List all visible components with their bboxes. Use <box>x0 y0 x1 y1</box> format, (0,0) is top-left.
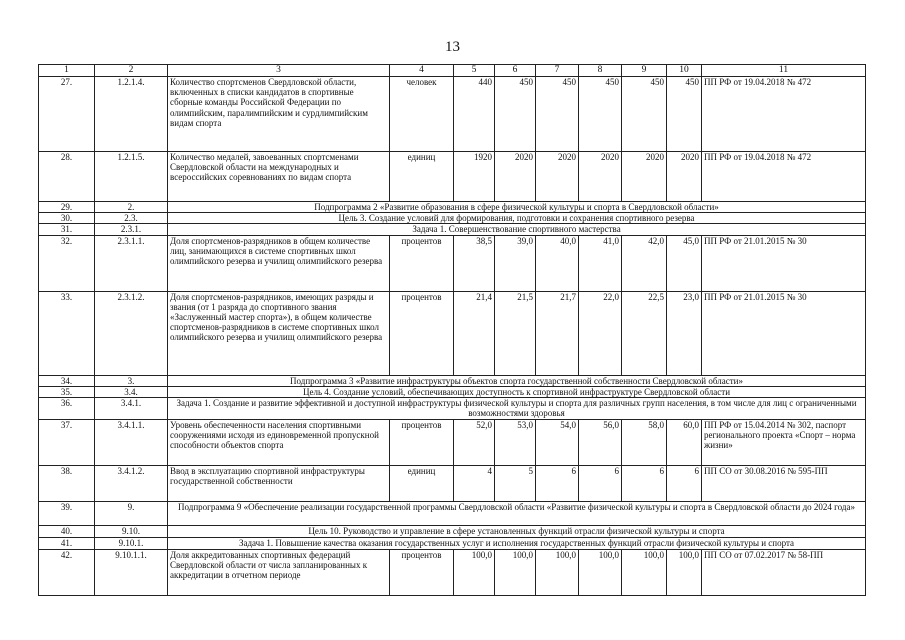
value-cell: 21,4 <box>454 291 495 375</box>
value-cell: 58,0 <box>622 420 667 466</box>
section-row <box>39 224 866 235</box>
value-cell: 60,0 <box>667 420 702 466</box>
row-number-cell: 37. <box>39 420 95 466</box>
indicator-name-cell: Количество спортсменов Свердловской области, включенных в списки кандидатов в спортивные сборные команды Российской Федерации по олимпийским, паралимпийским и сурдлимпийским видам спорта <box>168 77 390 152</box>
value-cell: 56,0 <box>579 420 622 466</box>
row-number-cell: 35. <box>39 386 95 397</box>
table-row <box>39 152 866 202</box>
section-title-cell: Подпрограмма 2 «Развитие образования в сфере физической культуры и спорта в Свердловской области» <box>168 202 866 213</box>
value-cell: 450 <box>536 77 579 152</box>
indicator-name-cell: Доля спортсменов-разрядников в общем количестве лиц, занимающихся в системе спортивных школ олимпийского резерва и училищ олимпийского резерва <box>168 235 390 291</box>
value-cell: 2020 <box>579 152 622 202</box>
section-row <box>39 386 866 397</box>
table-row <box>39 550 866 596</box>
value-cell: 22,5 <box>622 291 667 375</box>
header-cell: 2 <box>95 65 168 77</box>
value-cell: 450 <box>622 77 667 152</box>
value-cell: 6 <box>667 466 702 502</box>
unit-cell: единиц <box>390 466 454 502</box>
section-row <box>39 538 866 550</box>
row-code-cell: 9.10. <box>95 526 168 538</box>
row-number-cell: 30. <box>39 213 95 224</box>
row-number-cell: 40. <box>39 526 95 538</box>
source-cell: ПП СО от 07.02.2017 № 58-ПП <box>702 550 866 596</box>
value-cell: 100,0 <box>454 550 495 596</box>
row-code-cell: 2.3. <box>95 213 168 224</box>
value-cell: 23,0 <box>667 291 702 375</box>
section-row <box>39 526 866 538</box>
section-title-cell: Цель 3. Создание условий для формирования, подготовки и сохранения спортивного резерва <box>168 213 866 224</box>
header-cell: 10 <box>667 65 702 77</box>
row-code-cell: 2.3.1. <box>95 224 168 235</box>
indicator-name-cell: Доля аккредитованных спортивных федераций Свердловской области от числа запланированных к аккредитации в отчетном периоде <box>168 550 390 596</box>
value-cell: 440 <box>454 77 495 152</box>
section-row <box>39 202 866 213</box>
table-row <box>39 466 866 502</box>
section-title-cell: Задача 1. Совершенствование спортивного мастерства <box>168 224 866 235</box>
section-row <box>39 502 866 526</box>
section-row <box>39 398 866 420</box>
row-number-cell: 34. <box>39 375 95 386</box>
row-code-cell: 2.3.1.2. <box>95 291 168 375</box>
unit-cell: процентов <box>390 550 454 596</box>
section-title-cell: Цель 10. Руководство и управление в сфере установленных функций отрасли физической культуры и спорта <box>168 526 866 538</box>
unit-cell: процентов <box>390 235 454 291</box>
value-cell: 4 <box>454 466 495 502</box>
section-title-cell: Задача 1. Повышение качества оказания государственных услуг и исполнения государственных функций отрасли физической культуры и спорта <box>168 538 866 550</box>
section-row <box>39 375 866 386</box>
row-code-cell: 3. <box>95 375 168 386</box>
row-code-cell: 1.2.1.5. <box>95 152 168 202</box>
row-number-cell: 33. <box>39 291 95 375</box>
indicator-name-cell: Ввод в эксплуатацию спортивной инфраструктуры государственной собственности <box>168 466 390 502</box>
value-cell: 6 <box>579 466 622 502</box>
unit-cell: процентов <box>390 420 454 466</box>
row-number-cell: 32. <box>39 235 95 291</box>
value-cell: 53,0 <box>495 420 536 466</box>
row-number-cell: 31. <box>39 224 95 235</box>
header-cell: 7 <box>536 65 579 77</box>
section-title-cell: Задача 1. Создание и развитие эффективной и доступной инфраструктуры физической культуры и спорта для различных групп населения, в том числе для лиц с ограниченными возможностями здоровья <box>168 398 866 420</box>
row-number-cell: 29. <box>39 202 95 213</box>
header-cell: 3 <box>168 65 390 77</box>
value-cell: 6 <box>622 466 667 502</box>
row-number-cell: 41. <box>39 538 95 550</box>
row-code-cell: 9.10.1. <box>95 538 168 550</box>
row-number-cell: 36. <box>39 398 95 420</box>
indicator-name-cell: Количество медалей, завоеванных спортсменами Свердловской области на международных и всероссийских соревнованиях по видам спорта <box>168 152 390 202</box>
value-cell: 100,0 <box>622 550 667 596</box>
table-header-row <box>39 65 866 77</box>
section-row <box>39 213 866 224</box>
header-cell: 1 <box>39 65 95 77</box>
indicators-table <box>38 64 866 596</box>
header-cell: 6 <box>495 65 536 77</box>
row-number-cell: 42. <box>39 550 95 596</box>
section-title-cell: Подпрограмма 3 «Развитие инфраструктуры объектов спорта государственной собственности Свердловской области» <box>168 375 866 386</box>
value-cell: 40,0 <box>536 235 579 291</box>
indicator-name-cell: Уровень обеспеченности населения спортивными сооружениями исходя из единовременной пропускной способности объектов спорта <box>168 420 390 466</box>
source-cell: ПП РФ от 21.01.2015 № 30 <box>702 235 866 291</box>
value-cell: 5 <box>495 466 536 502</box>
value-cell: 450 <box>579 77 622 152</box>
header-cell: 11 <box>702 65 866 77</box>
value-cell: 42,0 <box>622 235 667 291</box>
value-cell: 100,0 <box>536 550 579 596</box>
value-cell: 2020 <box>622 152 667 202</box>
page-number: 13 <box>445 39 460 55</box>
header-cell: 8 <box>579 65 622 77</box>
row-code-cell: 1.2.1.4. <box>95 77 168 152</box>
value-cell: 39,0 <box>495 235 536 291</box>
value-cell: 100,0 <box>579 550 622 596</box>
value-cell: 100,0 <box>667 550 702 596</box>
row-number-cell: 38. <box>39 466 95 502</box>
source-cell: ПП СО от 30.08.2016 № 595-ПП <box>702 466 866 502</box>
indicator-name-cell: Доля спортсменов-разрядников, имеющих разряды и звания (от 1 разряда до спортивного звания «Заслуженный мастер спорта»), в общем количестве спортсменов-разрядников в системе спортивных школ олимпийского резерва и училищ олимпийского резерва <box>168 291 390 375</box>
table-row <box>39 235 866 291</box>
row-code-cell: 3.4.1.1. <box>95 420 168 466</box>
table-row <box>39 291 866 375</box>
value-cell: 450 <box>495 77 536 152</box>
row-code-cell: 9. <box>95 502 168 526</box>
value-cell: 2020 <box>536 152 579 202</box>
value-cell: 100,0 <box>495 550 536 596</box>
header-cell: 5 <box>454 65 495 77</box>
unit-cell: процентов <box>390 291 454 375</box>
table-row <box>39 420 866 466</box>
section-title-cell: Цель 4. Создание условий, обеспечивающих доступность к спортивной инфраструктуре Свердловской области <box>168 386 866 397</box>
row-code-cell: 3.4.1.2. <box>95 466 168 502</box>
value-cell: 41,0 <box>579 235 622 291</box>
row-code-cell: 2.3.1.1. <box>95 235 168 291</box>
row-code-cell: 9.10.1.1. <box>95 550 168 596</box>
row-number-cell: 39. <box>39 502 95 526</box>
value-cell: 21,5 <box>495 291 536 375</box>
value-cell: 6 <box>536 466 579 502</box>
value-cell: 22,0 <box>579 291 622 375</box>
source-cell: ПП РФ от 21.01.2015 № 30 <box>702 291 866 375</box>
value-cell: 2020 <box>495 152 536 202</box>
value-cell: 2020 <box>667 152 702 202</box>
row-number-cell: 27. <box>39 77 95 152</box>
header-cell: 4 <box>390 65 454 77</box>
row-code-cell: 3.4. <box>95 386 168 397</box>
value-cell: 450 <box>667 77 702 152</box>
source-cell: ПП РФ от 19.04.2018 № 472 <box>702 152 866 202</box>
value-cell: 45,0 <box>667 235 702 291</box>
value-cell: 21,7 <box>536 291 579 375</box>
row-code-cell: 3.4.1. <box>95 398 168 420</box>
value-cell: 52,0 <box>454 420 495 466</box>
unit-cell: человек <box>390 77 454 152</box>
section-title-cell: Подпрограмма 9 «Обеспечение реализации государственной программы Свердловской области «Развитие физической культуры и спорта в Свердловской области до 2024 года» <box>168 502 866 526</box>
unit-cell: единиц <box>390 152 454 202</box>
value-cell: 54,0 <box>536 420 579 466</box>
source-cell: ПП РФ от 19.04.2018 № 472 <box>702 77 866 152</box>
table-row <box>39 77 866 152</box>
row-code-cell: 2. <box>95 202 168 213</box>
source-cell: ПП РФ от 15.04.2014 № 302, паспорт регионального проекта «Спорт – норма жизни» <box>702 420 866 466</box>
row-number-cell: 28. <box>39 152 95 202</box>
value-cell: 1920 <box>454 152 495 202</box>
header-cell: 9 <box>622 65 667 77</box>
value-cell: 38,5 <box>454 235 495 291</box>
